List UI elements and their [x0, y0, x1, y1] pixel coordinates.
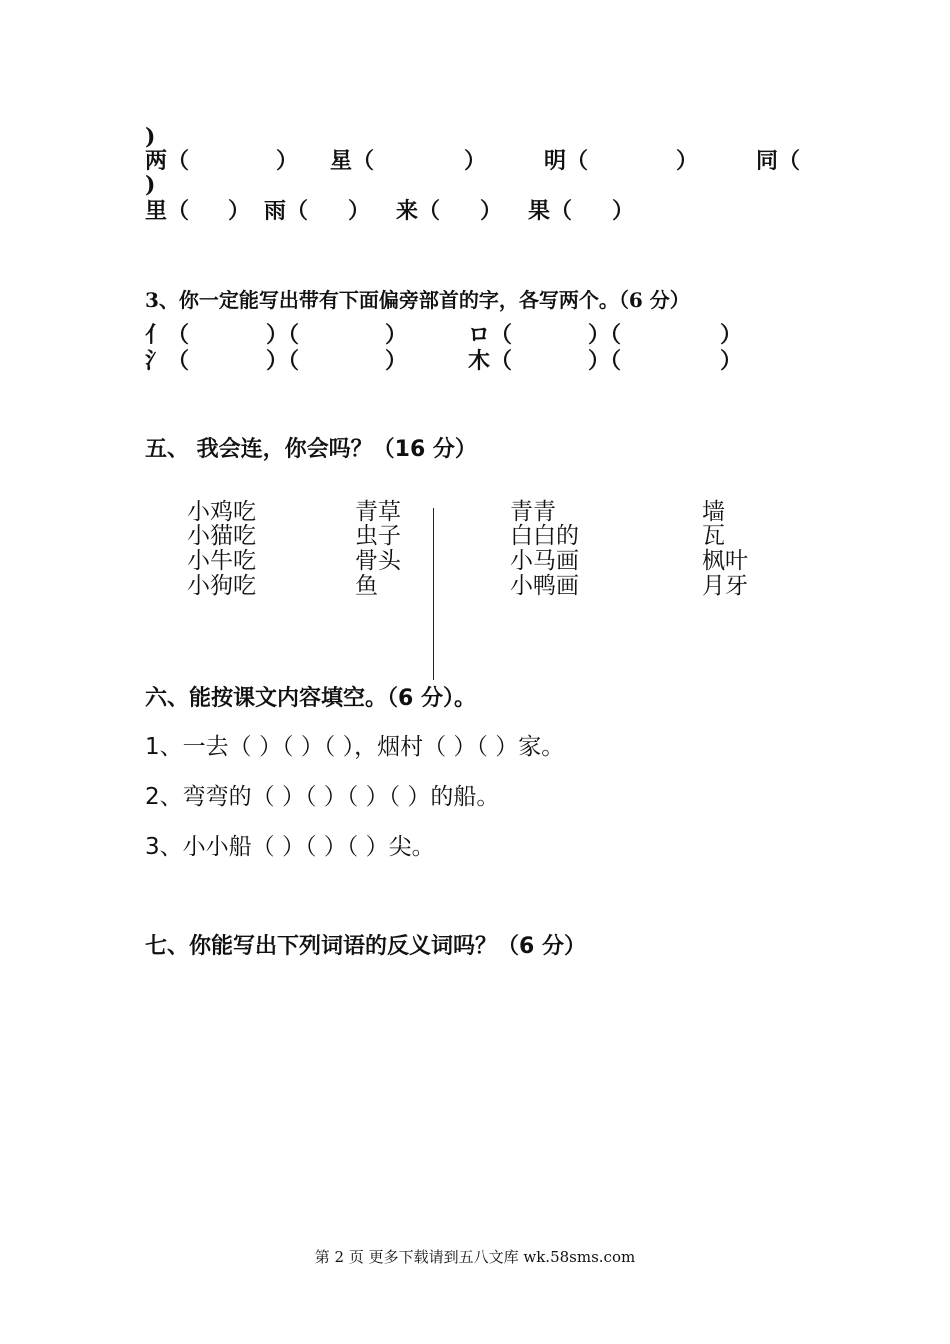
fill-line-2: 2、弯弯的（ ）（ ）（ ）（ ）的船。: [145, 784, 500, 810]
char-blank: 同（: [756, 148, 801, 174]
char-blank: 明（: [544, 148, 589, 174]
char-blank: ）: [464, 148, 487, 174]
match-left-a: 小牛吃: [187, 548, 256, 574]
radical-blank: ）（: [588, 348, 622, 374]
radical-blank: 亻（: [145, 322, 190, 348]
char-blank: 来（: [396, 198, 441, 224]
match-right-b: 瓦: [702, 523, 725, 549]
radical-blank: ロ（: [468, 322, 513, 348]
radical-blank: ）（: [266, 322, 300, 348]
char-blank: 里（: [145, 198, 190, 224]
radical-blank: ）: [720, 348, 743, 374]
match-left-b: 骨头: [355, 548, 401, 574]
paren-fragment: ): [145, 172, 156, 198]
match-left-a: 小猫吃: [187, 523, 256, 549]
radical-blank: ）: [720, 322, 743, 348]
radical-blank: ）（: [588, 322, 622, 348]
match-left-b: 鱼: [355, 573, 378, 599]
radical-blank: 木（: [468, 348, 513, 374]
section6-heading: 六、能按课文内容填空。（6 分）。: [145, 686, 476, 711]
match-left-a: 小狗吃: [187, 573, 256, 599]
char-blank: ）: [612, 198, 635, 224]
char-blank: 星（: [330, 148, 375, 174]
match-right-a: 小鸭画: [510, 573, 579, 599]
divider-line: [433, 508, 434, 680]
radical-blank: ）: [385, 348, 408, 374]
q3-heading: 3、你一定能写出带有下面偏旁部首的字，各写两个。（6 分）: [145, 288, 690, 312]
radical-blank: 氵（: [145, 348, 190, 374]
section5-heading: 五、 我会连，你会吗？（16 分）: [145, 437, 477, 462]
char-blank: 两（: [145, 148, 190, 174]
fill-line-1: 1、一去（ ）（ ）（ ），烟村（ ）（ ）家。: [145, 734, 565, 760]
char-blank: ）: [676, 148, 699, 174]
match-left-b: 青草: [355, 499, 401, 525]
paren-fragment: ): [145, 124, 156, 150]
match-right-b: 枫叶: [702, 548, 748, 574]
char-blank: 雨（: [264, 198, 309, 224]
fill-line-3: 3、小小船（ ）（ ）（ ）尖。: [145, 834, 435, 860]
match-right-b: 月牙: [702, 573, 748, 599]
radical-blank: ）（: [266, 348, 300, 374]
char-blank: 果（: [528, 198, 573, 224]
match-right-b: 墙: [702, 499, 725, 525]
char-blank: ）: [228, 198, 251, 224]
match-right-a: 小马画: [510, 548, 579, 574]
match-left-a: 小鸡吃: [187, 499, 256, 525]
radical-blank: ）: [385, 322, 408, 348]
section7-heading: 七、你能写出下列词语的反义词吗？（6 分）: [145, 934, 586, 959]
char-blank: ）: [276, 148, 299, 174]
match-left-b: 虫子: [355, 523, 401, 549]
match-right-a: 青青: [510, 499, 556, 525]
page-footer: 第 2 页 更多下载请到五八文库 wk.58sms.com: [314, 1248, 636, 1266]
char-blank: ）: [348, 198, 371, 224]
char-blank: ）: [480, 198, 503, 224]
match-right-a: 白白的: [510, 523, 579, 549]
